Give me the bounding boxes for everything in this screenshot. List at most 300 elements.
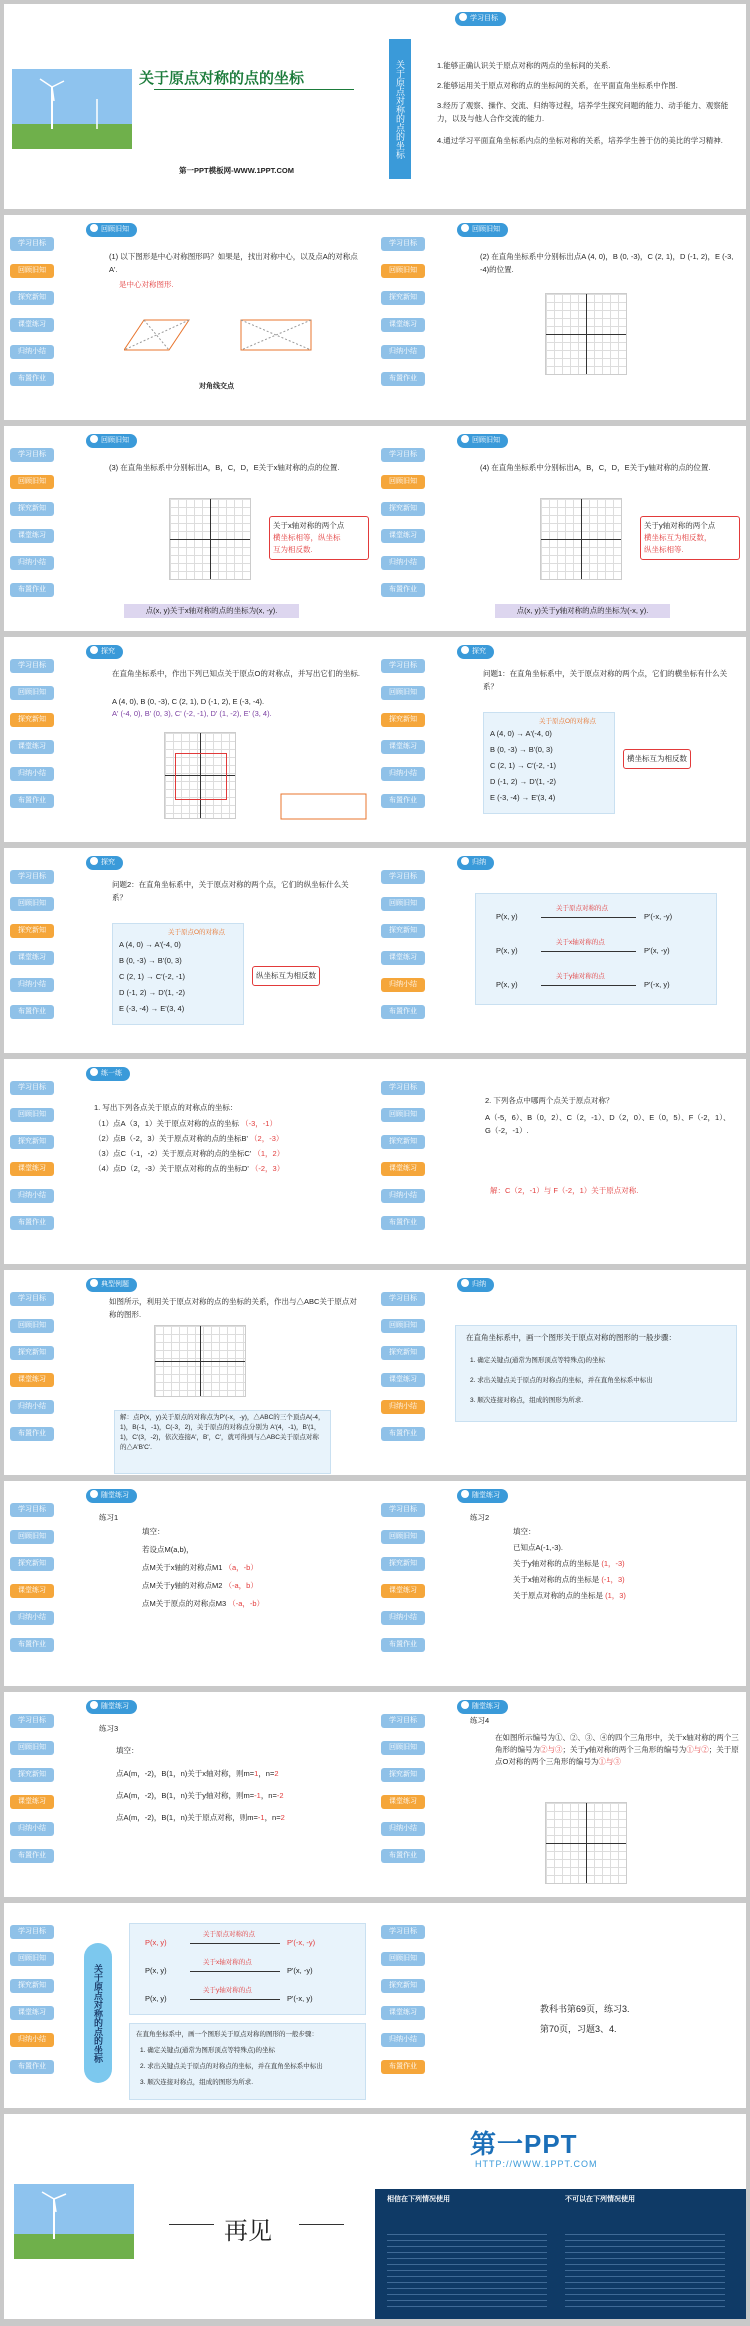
sidebar-item-explore[interactable]: 探究新知	[10, 713, 54, 727]
coordinate-grid	[545, 1802, 627, 1884]
sidebar-item-summary[interactable]: 归纳小结	[10, 1611, 54, 1625]
slide-16	[375, 1481, 746, 1686]
question-text: (2) 在直角坐标系中分别标出点A (4, 0)，B (0, -3)，C (2, 1)，D (-1, 2)，E (-3, -4)的位置.	[480, 252, 734, 274]
sidebar-item-review[interactable]: 回顾旧知	[10, 475, 54, 489]
coordinate-grid	[164, 732, 236, 819]
sidebar-item-practice[interactable]: 课堂练习	[10, 1584, 54, 1598]
summary-icon	[461, 1279, 469, 1287]
arrow-line	[541, 985, 636, 986]
question-text: (1) 以下图形是中心对称图形吗？如果是，找出对称中心，以及点A的对称点A'.	[109, 252, 358, 274]
sidebar-item-goals[interactable]: 学习目标	[381, 659, 425, 673]
sidebar	[381, 237, 425, 399]
sidebar-item-explore[interactable]: 探究新知	[381, 1135, 425, 1149]
rectangle-figure	[239, 315, 314, 355]
logo-text: 第一PPT	[470, 2129, 578, 2159]
slide-11	[4, 1059, 375, 1264]
sidebar-item-summary[interactable]: 归纳小结	[10, 978, 54, 992]
sidebar-item-homework[interactable]: 布置作业	[381, 1005, 425, 1019]
arrow-line	[190, 1943, 280, 1944]
rule-row: P(x, y) 关于x轴对称的点 P'(x, -y)	[145, 1959, 313, 1975]
sidebar	[10, 1925, 54, 2087]
goal-item-2: 2.能够运用关于原点对称的点的坐标间的关系，在平面直角坐标系中作图.	[437, 81, 678, 90]
step-item: 1. 确定关键点(通常为图形顶点等特殊点)的坐标	[470, 1357, 606, 1364]
sidebar-item-practice[interactable]: 课堂练习	[10, 1162, 54, 1176]
slide-18	[375, 1692, 746, 1897]
sidebar-item-homework[interactable]: 布置作业	[10, 1638, 54, 1652]
sidebar	[10, 1292, 54, 1454]
sidebar-item-practice[interactable]: 课堂练习	[10, 529, 54, 543]
sidebar-item-explore[interactable]: 探究新知	[10, 291, 54, 305]
sidebar	[10, 1081, 54, 1243]
rule-summary-bar: 点(x, y)关于y轴对称的点的坐标为(-x, y).	[495, 604, 670, 618]
setup-text: 若设点M(a,b)，	[142, 1545, 194, 1554]
sidebar-item-summary[interactable]: 归纳小结	[10, 1189, 54, 1203]
logo-url: HTTP://WWW.1PPT.COM	[475, 2159, 598, 2169]
rules-box	[129, 1923, 366, 2015]
sidebar-item-goals[interactable]: 学习目标	[381, 237, 425, 251]
sidebar-item-explore[interactable]: 探究新知	[10, 1768, 54, 1782]
sidebar-item-explore[interactable]: 探究新知	[381, 291, 425, 305]
sidebar-item-review[interactable]: 回顾旧知	[381, 264, 425, 278]
sidebar	[10, 237, 54, 399]
tag-practice: 随堂练习	[86, 1700, 137, 1714]
sidebar-item-summary[interactable]: 归纳小结	[381, 1611, 425, 1625]
slide-20	[375, 1903, 746, 2108]
sidebar-item-homework[interactable]: 布置作业	[10, 794, 54, 808]
tag-practice: 练一练	[86, 1067, 130, 1081]
exercise-line: 关于y轴对称的点的坐标是 (1，-3)	[513, 1559, 625, 1568]
sidebar-item-goals[interactable]: 学习目标	[381, 1081, 425, 1095]
sidebar-item-explore[interactable]: 探究新知	[381, 1346, 425, 1360]
slide-1	[4, 4, 375, 209]
steps-box	[129, 2023, 366, 2100]
rule-row: P(x, y) 关于原点对称的点 P'(-x, -y)	[496, 905, 673, 921]
sidebar-item-practice[interactable]: 课堂练习	[381, 1162, 425, 1176]
exercise-line: （3）点C（-1，-2）关于原点对称的点的坐标C' （1，2）	[94, 1149, 285, 1158]
exercise-line: 点M关于x轴的对称点M1 （a，-b）	[142, 1563, 258, 1572]
example-icon	[90, 1279, 98, 1287]
rule-note-box	[640, 516, 740, 560]
pair-row: C (2, 1) → C'(-2, -1)	[119, 972, 186, 981]
arrow-line	[190, 1999, 280, 2000]
sidebar-item-goals[interactable]: 学习目标	[10, 1503, 54, 1517]
step-item: 1. 确定关键点(通常为图形顶点等特殊点)的坐标	[140, 2047, 276, 2054]
sidebar-item-homework[interactable]: 布置作业	[10, 2060, 54, 2074]
pair-row: B (0, -3) → B'(0, 3)	[490, 745, 553, 754]
goodbye-text: 再见	[224, 2218, 272, 2245]
pair-row: E (-3, -4) → E'(3, 4)	[490, 793, 556, 802]
pairs-box	[483, 712, 615, 814]
gear-icon	[90, 435, 98, 443]
gear-icon	[461, 435, 469, 443]
coordinate-grid	[154, 1325, 246, 1397]
sidebar-item-homework[interactable]: 布置作业	[10, 583, 54, 597]
sidebar	[381, 1925, 425, 2087]
sidebar-item-review[interactable]: 回顾旧知	[381, 1741, 425, 1755]
exercise-name: 练习1	[99, 1513, 119, 1522]
tag-learning-goals: 学习目标	[455, 12, 506, 26]
sidebar-item-goals[interactable]: 学习目标	[10, 870, 54, 884]
sidebar-item-homework[interactable]: 布置作业	[10, 372, 54, 386]
answer-text: 是中心对称图形.	[119, 280, 174, 289]
wind-turbine-image	[12, 69, 132, 149]
sidebar-item-practice[interactable]: 课堂练习	[10, 951, 54, 965]
exercise-line: 关于原点对称的点的坐标是 (1，3)	[513, 1591, 626, 1600]
sidebar-item-goals[interactable]: 学习目标	[10, 1925, 54, 1939]
slide-4	[375, 215, 746, 420]
sidebar-item-explore[interactable]: 探究新知	[10, 1346, 54, 1360]
wind-turbine-image	[14, 2184, 134, 2259]
exercise-line: 关于x轴对称的点的坐标是 (-1，3)	[513, 1575, 625, 1584]
note-line-3: 纵坐标相等.	[644, 545, 684, 554]
sidebar-item-goals[interactable]: 学习目标	[10, 1714, 54, 1728]
rule-note-box: 纵坐标互为相反数	[252, 966, 320, 986]
sidebar-item-homework[interactable]: 布置作业	[381, 1849, 425, 1863]
sidebar-item-practice[interactable]: 课堂练习	[381, 1373, 425, 1387]
arrow-line	[541, 951, 636, 952]
sidebar-item-homework[interactable]: 布置作业	[381, 1216, 425, 1230]
sidebar-item-review[interactable]: 回顾旧知	[10, 1530, 54, 1544]
sidebar-item-explore[interactable]: 探究新知	[10, 1557, 54, 1571]
sidebar-item-summary[interactable]: 归纳小结	[381, 767, 425, 781]
y-axis	[586, 294, 587, 374]
sidebar-item-summary[interactable]: 归纳小结	[381, 1189, 425, 1203]
sidebar-item-summary[interactable]: 归纳小结	[10, 767, 54, 781]
tag-practice: 随堂练习	[86, 1489, 137, 1503]
sidebar-item-review[interactable]: 回顾旧知	[10, 1108, 54, 1122]
sidebar-item-practice[interactable]: 课堂练习	[10, 318, 54, 332]
sidebar-item-review[interactable]: 回顾旧知	[381, 1530, 425, 1544]
rule-note-box: 横坐标互为相反数	[623, 749, 691, 769]
pair-row: D (-1, 2) → D'(1, -2)	[490, 777, 557, 786]
sidebar-item-practice[interactable]: 课堂练习	[10, 2006, 54, 2020]
pair-row: D (-1, 2) → D'(1, -2)	[119, 988, 186, 997]
pair-row: A (4, 0) → A'(-4, 0)	[490, 729, 552, 738]
sidebar-item-explore[interactable]: 探究新知	[10, 1135, 54, 1149]
slide-14	[375, 1270, 746, 1475]
rule-row: P(x, y) 关于y轴对称的点 P'(-x, y)	[496, 973, 670, 989]
goal-icon	[459, 13, 467, 21]
homework-line-2: 第70页，习题3、4.	[540, 2024, 617, 2034]
y-axis	[210, 499, 211, 579]
terms-link-list	[387, 2229, 547, 2309]
sidebar-item-practice[interactable]: 课堂练习	[381, 951, 425, 965]
parallelogram-figure	[124, 315, 194, 355]
sidebar-item-homework[interactable]: 布置作业	[10, 1005, 54, 1019]
question-text: (3) 在直角坐标系中分别标出A，B，C，D，E关于x轴对称的点的位置.	[109, 463, 340, 472]
y-axis	[200, 1326, 201, 1396]
sidebar-item-explore[interactable]: 探究新知	[10, 1979, 54, 1993]
sidebar-item-summary[interactable]: 归纳小结	[381, 1400, 425, 1414]
y-axis	[581, 499, 582, 579]
exercise-line: 点A(m，-2)，B(1，n)关于原点对称，则m=-1，n=2	[116, 1813, 285, 1822]
step-item: 3. 顺次连接对称点，组成的图形为所求.	[140, 2079, 254, 2086]
sidebar-item-goals[interactable]: 学习目标	[381, 1925, 425, 1939]
sidebar-item-summary[interactable]: 归纳小结	[10, 2033, 54, 2047]
exercise-heading: 1. 写出下列各点关于原点的对称点的坐标：	[94, 1103, 238, 1112]
slide-2	[375, 4, 746, 209]
goal-item-3: 3.经历了观察、操作、交流、归纳等过程，培养学生探究问题的能力、动手能力、观察能力，以及与他人合作交流的能力.	[437, 101, 729, 123]
tag-practice: 随堂练习	[457, 1700, 508, 1714]
explore-icon	[90, 646, 98, 654]
rule-summary-bar: 点(x, y)关于x轴对称的点的坐标为(x, -y).	[124, 604, 299, 618]
step-item: 2. 求出关键点关于原点的对称点的坐标，并在直角坐标系中标出	[470, 1377, 653, 1384]
slide-17	[4, 1692, 375, 1897]
sidebar-item-goals[interactable]: 学习目标	[10, 448, 54, 462]
sidebar	[381, 1292, 425, 1454]
sidebar-item-practice[interactable]: 课堂练习	[381, 740, 425, 754]
sidebar-item-goals[interactable]: 学习目标	[381, 870, 425, 884]
sidebar-item-homework[interactable]: 布置作业	[381, 372, 425, 386]
note-line-2: 横坐标相等，纵坐标	[273, 533, 341, 542]
sidebar-item-practice[interactable]: 课堂练习	[10, 1795, 54, 1809]
exercise-line: 点A(m，-2)，B(1，n)关于y轴对称，则m=-1，n=-2	[116, 1791, 284, 1800]
sidebar-item-practice[interactable]: 课堂练习	[381, 318, 425, 332]
sidebar-item-explore[interactable]: 探究新知	[381, 924, 425, 938]
slide-15	[4, 1481, 375, 1686]
sidebar-item-review[interactable]: 回顾旧知	[381, 1952, 425, 1966]
practice-icon	[461, 1490, 469, 1498]
slide-10	[375, 848, 746, 1053]
sidebar	[381, 1503, 425, 1665]
pairs-header: 关于原点O的对称点	[168, 929, 226, 936]
slide-3	[4, 215, 375, 420]
terms-panel	[375, 2189, 746, 2319]
explore-icon	[90, 857, 98, 865]
summary-icon	[461, 857, 469, 865]
sidebar-item-review[interactable]: 回顾旧知	[381, 1319, 425, 1333]
note-line-3: 互为相反数.	[273, 545, 313, 554]
sidebar-item-summary[interactable]: 归纳小结	[10, 345, 54, 359]
slide-5	[4, 426, 375, 631]
slide-6	[375, 426, 746, 631]
sidebar-item-review[interactable]: 回顾旧知	[10, 897, 54, 911]
question-text: 在如图所示编号为①、②、③、④的四个三角形中，关于x轴对称的两个三角形的编号为②与③；关于y轴对称的两个三角形的编号为①与②；关于原点O对称的两个三角形的编号为①与③	[495, 1733, 739, 1766]
rule-row: P(x, y) 关于x轴对称的点 P'(x, -y)	[496, 939, 670, 955]
sidebar-item-practice[interactable]: 课堂练习	[381, 1584, 425, 1598]
exercise-name: 练习2	[470, 1513, 490, 1522]
sidebar-item-practice[interactable]: 课堂练习	[10, 740, 54, 754]
homework-line-1: 教科书第69页，练习3.	[540, 2004, 630, 2014]
sidebar-item-goals[interactable]: 学习目标	[10, 1292, 54, 1306]
question-text: 如图所示，利用关于原点对称的点的坐标的关系，作出与△ABC关于原点对称的图形.	[109, 1297, 357, 1319]
coordinate-grid	[540, 498, 622, 580]
sidebar-item-review[interactable]: 回顾旧知	[381, 475, 425, 489]
sidebar	[10, 659, 54, 821]
step-item: 2. 求出关键点关于原点的对称点的坐标，并在直角坐标系中标出	[140, 2063, 323, 2070]
sidebar-item-homework[interactable]: 布置作业	[381, 794, 425, 808]
terms-right-head: 不可以在下列情况使用	[565, 2196, 635, 2203]
sidebar-item-review[interactable]: 回顾旧知	[10, 1741, 54, 1755]
y-axis	[586, 1803, 587, 1883]
step-item: 3. 顺次连接对称点，组成的图形为所求.	[470, 1397, 584, 1404]
rect-outline	[175, 753, 227, 800]
coordinate-grid	[545, 293, 627, 375]
sidebar-item-review[interactable]: 回顾旧知	[381, 686, 425, 700]
note-line-1: 关于x轴对称的两个点	[273, 521, 345, 530]
sidebar-item-review[interactable]: 回顾旧知	[10, 1319, 54, 1333]
question-text: 在直角坐标系中，作出下列已知点关于原点O的对称点，并写出它们的坐标.	[112, 669, 360, 678]
sidebar-item-homework[interactable]: 布置作业	[381, 1638, 425, 1652]
sidebar-item-summary[interactable]: 归纳小结	[10, 1400, 54, 1414]
sidebar-item-goals[interactable]: 学习目标	[10, 1081, 54, 1095]
sidebar-item-summary[interactable]: 归纳小结	[10, 1822, 54, 1836]
sidebar-item-summary[interactable]: 归纳小结	[381, 556, 425, 570]
pair-row: B (0, -3) → B'(0, 3)	[119, 956, 182, 965]
setup-text: 已知点A(-1,-3).	[513, 1543, 564, 1552]
answer-points: A' (-4, 0), B' (0, 3), C' (-2, -1), D' (1, -2), E' (3, 4).	[112, 709, 272, 718]
points-list: A（-5，6）、B（0，2）、C（2，-1）、D（2，0）、E（0，5）、F（-2，1）、G（-2，-1）.	[485, 1113, 731, 1135]
sidebar	[381, 870, 425, 1032]
tag-review: 回顾旧知	[86, 434, 137, 448]
rule-note-box	[269, 516, 369, 560]
note-line-1: 关于y轴对称的两个点	[644, 521, 716, 530]
sidebar-item-review[interactable]: 回顾旧知	[10, 264, 54, 278]
question-text: 问题2：在直角坐标系中，关于原点对称的两个点，它们的纵坐标什么关系？	[112, 880, 349, 902]
sidebar-item-review[interactable]: 回顾旧知	[381, 1108, 425, 1122]
sidebar-item-practice[interactable]: 课堂练习	[10, 1373, 54, 1387]
sidebar-item-summary[interactable]: 归纳小结	[381, 2033, 425, 2047]
fill-label: 填空：	[513, 1527, 536, 1536]
gear-icon	[90, 224, 98, 232]
pair-row: A (4, 0) → A'(-4, 0)	[119, 940, 181, 949]
sidebar-item-homework[interactable]: 布置作业	[381, 583, 425, 597]
tag-review: 回顾旧知	[457, 223, 508, 237]
sidebar-item-goals[interactable]: 学习目标	[381, 1503, 425, 1517]
sidebar-item-review[interactable]: 回顾旧知	[10, 1952, 54, 1966]
sidebar-item-homework[interactable]: 布置作业	[10, 1216, 54, 1230]
exercise-line: 点M关于原点的对称点M3 （-a，-b）	[142, 1599, 265, 1608]
sidebar-item-explore[interactable]: 探究新知	[10, 924, 54, 938]
sidebar	[381, 1081, 425, 1243]
tag-explore: 探究	[457, 645, 494, 659]
exercise-line: 点M关于y轴的对称点M2 （-a，b）	[142, 1581, 258, 1590]
sidebar-item-review[interactable]: 回顾旧知	[381, 897, 425, 911]
practice-icon	[90, 1701, 98, 1709]
sidebar	[10, 448, 54, 610]
sidebar-item-review[interactable]: 回顾旧知	[10, 686, 54, 700]
sidebar-item-goals[interactable]: 学习目标	[381, 448, 425, 462]
goodbye-line-right	[299, 2224, 344, 2225]
sidebar	[381, 1714, 425, 1876]
rule-row: P(x, y) 关于原点对称的点 P'(-x, -y)	[145, 1931, 316, 1947]
sidebar-item-practice[interactable]: 课堂练习	[381, 1795, 425, 1809]
sidebar-item-summary[interactable]: 归纳小结	[381, 345, 425, 359]
sidebar-item-explore[interactable]: 探究新知	[381, 1768, 425, 1782]
goodbye-line-left	[169, 2224, 214, 2225]
sidebar-item-goals[interactable]: 学习目标	[381, 1292, 425, 1306]
vertical-title-oval: 关于原点对称的点的坐标	[84, 1943, 112, 2083]
steps-box	[455, 1325, 737, 1422]
exercise-line: （4）点D（2，-3）关于原点对称的点的坐标D' （-2，3）	[94, 1164, 285, 1173]
question-text: 问题1：在直角坐标系中，关于原点对称的两个点，它们的横坐标有什么关系？	[483, 669, 728, 691]
sidebar	[381, 659, 425, 821]
rules-box	[475, 893, 717, 1005]
sidebar-item-practice[interactable]: 课堂练习	[381, 529, 425, 543]
sidebar-item-homework[interactable]: 布置作业	[381, 1427, 425, 1441]
sidebar-item-summary[interactable]: 归纳小结	[10, 556, 54, 570]
explore-icon	[461, 646, 469, 654]
tag-review: 回顾旧知	[457, 434, 508, 448]
exercise-line: （2）点B（-2，3）关于原点对称的点的坐标B' （2，-3）	[94, 1134, 284, 1143]
fill-label: 填空：	[116, 1746, 139, 1755]
slide-21	[4, 2114, 375, 2319]
sidebar	[10, 1714, 54, 1876]
tag-example: 典型例题	[86, 1278, 137, 1292]
sidebar-item-explore[interactable]: 探究新知	[381, 713, 425, 727]
sidebar-item-goals[interactable]: 学习目标	[10, 659, 54, 673]
steps-heading: 在直角坐标系中，画一个图形关于原点对称的图形的一般步骤：	[466, 1333, 676, 1342]
main-title: 关于原点对称的点的坐标	[139, 70, 305, 87]
terms-left-head: 相信在下列情况使用	[387, 2196, 450, 2203]
sidebar-item-explore[interactable]: 探究新知	[10, 502, 54, 516]
exercise-name: 练习4	[470, 1716, 490, 1725]
tag-practice: 随堂练习	[457, 1489, 508, 1503]
sidebar-item-homework[interactable]: 布置作业	[10, 1427, 54, 1441]
terms-link-list	[565, 2229, 725, 2309]
steps-heading: 在直角坐标系中，画一个图形关于原点对称的图形的一般步骤：	[136, 2031, 318, 2038]
sidebar-item-goals[interactable]: 学习目标	[10, 237, 54, 251]
tag-explore: 探究	[86, 645, 123, 659]
sidebar	[10, 870, 54, 1032]
sidebar-item-explore[interactable]: 探究新知	[381, 502, 425, 516]
gear-icon	[461, 224, 469, 232]
sidebar-item-goals[interactable]: 学习目标	[381, 1714, 425, 1728]
tag-summary: 归纳	[457, 856, 494, 870]
sidebar-item-summary[interactable]: 归纳小结	[381, 978, 425, 992]
sidebar-item-homework[interactable]: 布置作业	[10, 1849, 54, 1863]
exercise-name: 练习3	[99, 1724, 119, 1733]
sidebar	[10, 1503, 54, 1665]
goal-item-1: 1.能够正确认识关于原点对称的两点的坐标间的关系.	[437, 61, 611, 70]
tag-summary: 归纳	[457, 1278, 494, 1292]
footer-text: 第一PPT模板网-WWW.1PPT.COM	[179, 166, 294, 175]
sidebar-item-practice[interactable]: 课堂练习	[381, 2006, 425, 2020]
arrow-line	[190, 1971, 280, 1972]
figure-caption: 对角线交点	[199, 383, 234, 390]
pair-row: C (2, 1) → C'(-2, -1)	[490, 761, 557, 770]
slide-12	[375, 1059, 746, 1264]
tag-review: 回顾旧知	[86, 223, 137, 237]
goal-item-4: 4.通过学习平面直角坐标系内点的坐标对称的关系，培养学生善于仿的美比的学习精神.	[437, 136, 723, 145]
answer-text: 解：C（2，-1）与 F（-2，1）关于原点对称.	[490, 1186, 639, 1195]
sidebar-item-explore[interactable]: 探究新知	[381, 1979, 425, 1993]
solution-text: 解：点P(x，y)关于原点的对称点为P'(-x，-y)，△ABC的三个顶点A(-4，1)，B(-1，-1)，C(-3，2)，关于原点的对称点分别为 A'(4，-1)，B'(1，1)，C'(3，-2)，依次连接A'，B'，C'，就可得到与△ABC关于原点对称的△A'B'C'.	[120, 1414, 325, 1451]
pair-row: E (-3, -4) → E'(3, 4)	[119, 1004, 185, 1013]
pairs-header: 关于原点O的对称点	[539, 718, 597, 725]
slide-22	[375, 2114, 746, 2319]
slide-13	[4, 1270, 375, 1475]
symmetric-rectangle-figure	[279, 792, 369, 822]
practice-icon	[90, 1068, 98, 1076]
vertical-title-box: 关于原点对称的点的坐标	[389, 39, 411, 179]
sidebar-item-explore[interactable]: 探究新知	[381, 1557, 425, 1571]
coordinate-grid	[169, 498, 251, 580]
solution-box	[114, 1410, 331, 1474]
question-text: 2. 下列各点中哪两个点关于原点对称？	[485, 1096, 614, 1105]
title-underline	[154, 89, 354, 90]
sidebar-item-summary[interactable]: 归纳小结	[381, 1822, 425, 1836]
arrow-line	[541, 917, 636, 918]
slide-19	[4, 1903, 375, 2108]
rule-row: P(x, y) 关于y轴对称的点 P'(-x, y)	[145, 1987, 313, 2003]
practice-icon	[90, 1490, 98, 1498]
practice-icon	[461, 1701, 469, 1709]
exercise-line: 点A(m，-2)，B(1，n)关于x轴对称，则m=1，n=2	[116, 1769, 279, 1778]
sidebar-item-homework[interactable]: 布置作业	[381, 2060, 425, 2074]
fill-label: 填空：	[142, 1527, 165, 1536]
note-line-2: 横坐标互为相反数，	[644, 533, 712, 542]
